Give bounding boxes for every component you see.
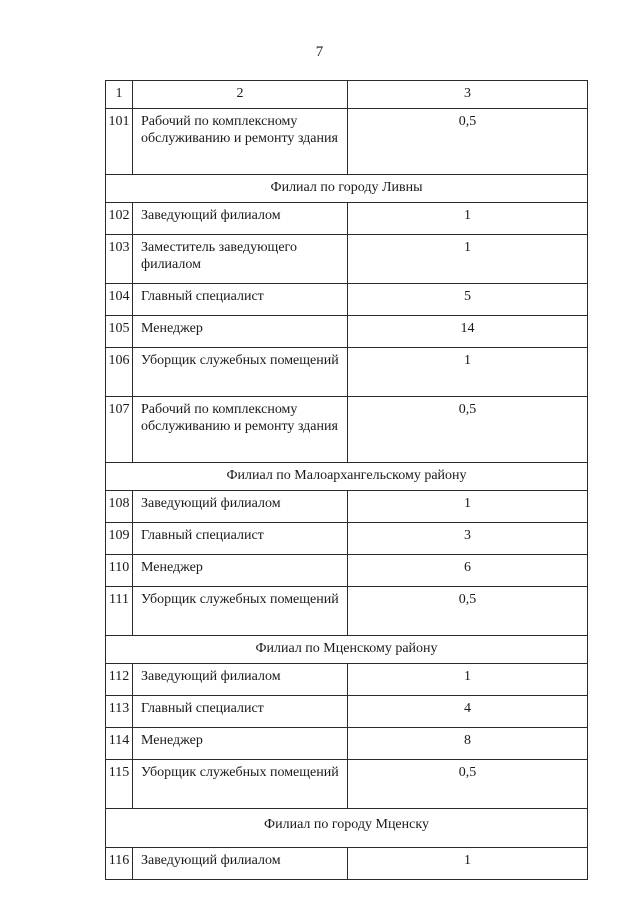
table-row (106, 491, 588, 523)
table-row (106, 848, 588, 880)
position-name: Менеджер (133, 316, 348, 348)
row-number: 103 (106, 235, 133, 284)
position-quantity: 3 (348, 523, 588, 555)
row-number: 101 (106, 109, 133, 175)
row-number: 111 (106, 587, 133, 636)
row-number: 104 (106, 284, 133, 316)
position-name: Уборщик служебных помещений (133, 587, 348, 636)
table-header-row (106, 81, 588, 109)
table-row (106, 555, 588, 587)
section-title: Филиал по городу Ливны (106, 175, 588, 203)
table-row (106, 696, 588, 728)
header-col-1: 1 (106, 81, 133, 109)
section-row (106, 175, 588, 203)
row-number: 114 (106, 728, 133, 760)
row-number: 112 (106, 664, 133, 696)
position-name: Рабочий по комплексному обслуживанию и ремонту здания (133, 397, 348, 463)
position-name: Главный специалист (133, 523, 348, 555)
position-name: Заместитель заведующего филиалом (133, 235, 348, 284)
position-quantity: 1 (348, 491, 588, 523)
header-col-2: 2 (133, 81, 348, 109)
position-name: Главный специалист (133, 696, 348, 728)
position-name: Заведующий филиалом (133, 664, 348, 696)
position-quantity: 0,5 (348, 109, 588, 175)
position-quantity: 5 (348, 284, 588, 316)
position-quantity: 1 (348, 348, 588, 397)
position-name: Рабочий по комплексному обслуживанию и ремонту здания (133, 109, 348, 175)
position-quantity: 1 (348, 848, 588, 880)
table-row (106, 109, 588, 175)
row-number: 115 (106, 760, 133, 809)
position-quantity: 4 (348, 696, 588, 728)
table-row (106, 587, 588, 636)
position-quantity: 1 (348, 203, 588, 235)
section-row (106, 809, 588, 848)
section-title: Филиал по городу Мценску (106, 809, 588, 848)
position-name: Менеджер (133, 555, 348, 587)
position-name: Заведующий филиалом (133, 848, 348, 880)
row-number: 116 (106, 848, 133, 880)
position-name: Заведующий филиалом (133, 203, 348, 235)
row-number: 108 (106, 491, 133, 523)
position-quantity: 0,5 (348, 587, 588, 636)
row-number: 107 (106, 397, 133, 463)
section-row (106, 636, 588, 664)
table-row (106, 316, 588, 348)
section-title: Филиал по Малоархангельскому району (106, 463, 588, 491)
table-row (106, 728, 588, 760)
table-row (106, 284, 588, 316)
table-row (106, 397, 588, 463)
table-row (106, 203, 588, 235)
section-row (106, 463, 588, 491)
position-quantity: 0,5 (348, 397, 588, 463)
row-number: 105 (106, 316, 133, 348)
table-row (106, 348, 588, 397)
header-col-3: 3 (348, 81, 588, 109)
row-number: 102 (106, 203, 133, 235)
position-quantity: 14 (348, 316, 588, 348)
position-name: Уборщик служебных помещений (133, 348, 348, 397)
position-name: Заведующий филиалом (133, 491, 348, 523)
position-quantity: 1 (348, 664, 588, 696)
table-row (106, 523, 588, 555)
table-row (106, 760, 588, 809)
row-number: 106 (106, 348, 133, 397)
table-row (106, 235, 588, 284)
row-number: 109 (106, 523, 133, 555)
section-title: Филиал по Мценскому району (106, 636, 588, 664)
position-quantity: 1 (348, 235, 588, 284)
position-name: Главный специалист (133, 284, 348, 316)
row-number: 110 (106, 555, 133, 587)
row-number: 113 (106, 696, 133, 728)
position-quantity: 6 (348, 555, 588, 587)
position-name: Уборщик служебных помещений (133, 760, 348, 809)
position-name: Менеджер (133, 728, 348, 760)
staffing-table (105, 80, 588, 880)
position-quantity: 0,5 (348, 760, 588, 809)
table-row (106, 664, 588, 696)
position-quantity: 8 (348, 728, 588, 760)
page-number: 7 (315, 44, 324, 60)
